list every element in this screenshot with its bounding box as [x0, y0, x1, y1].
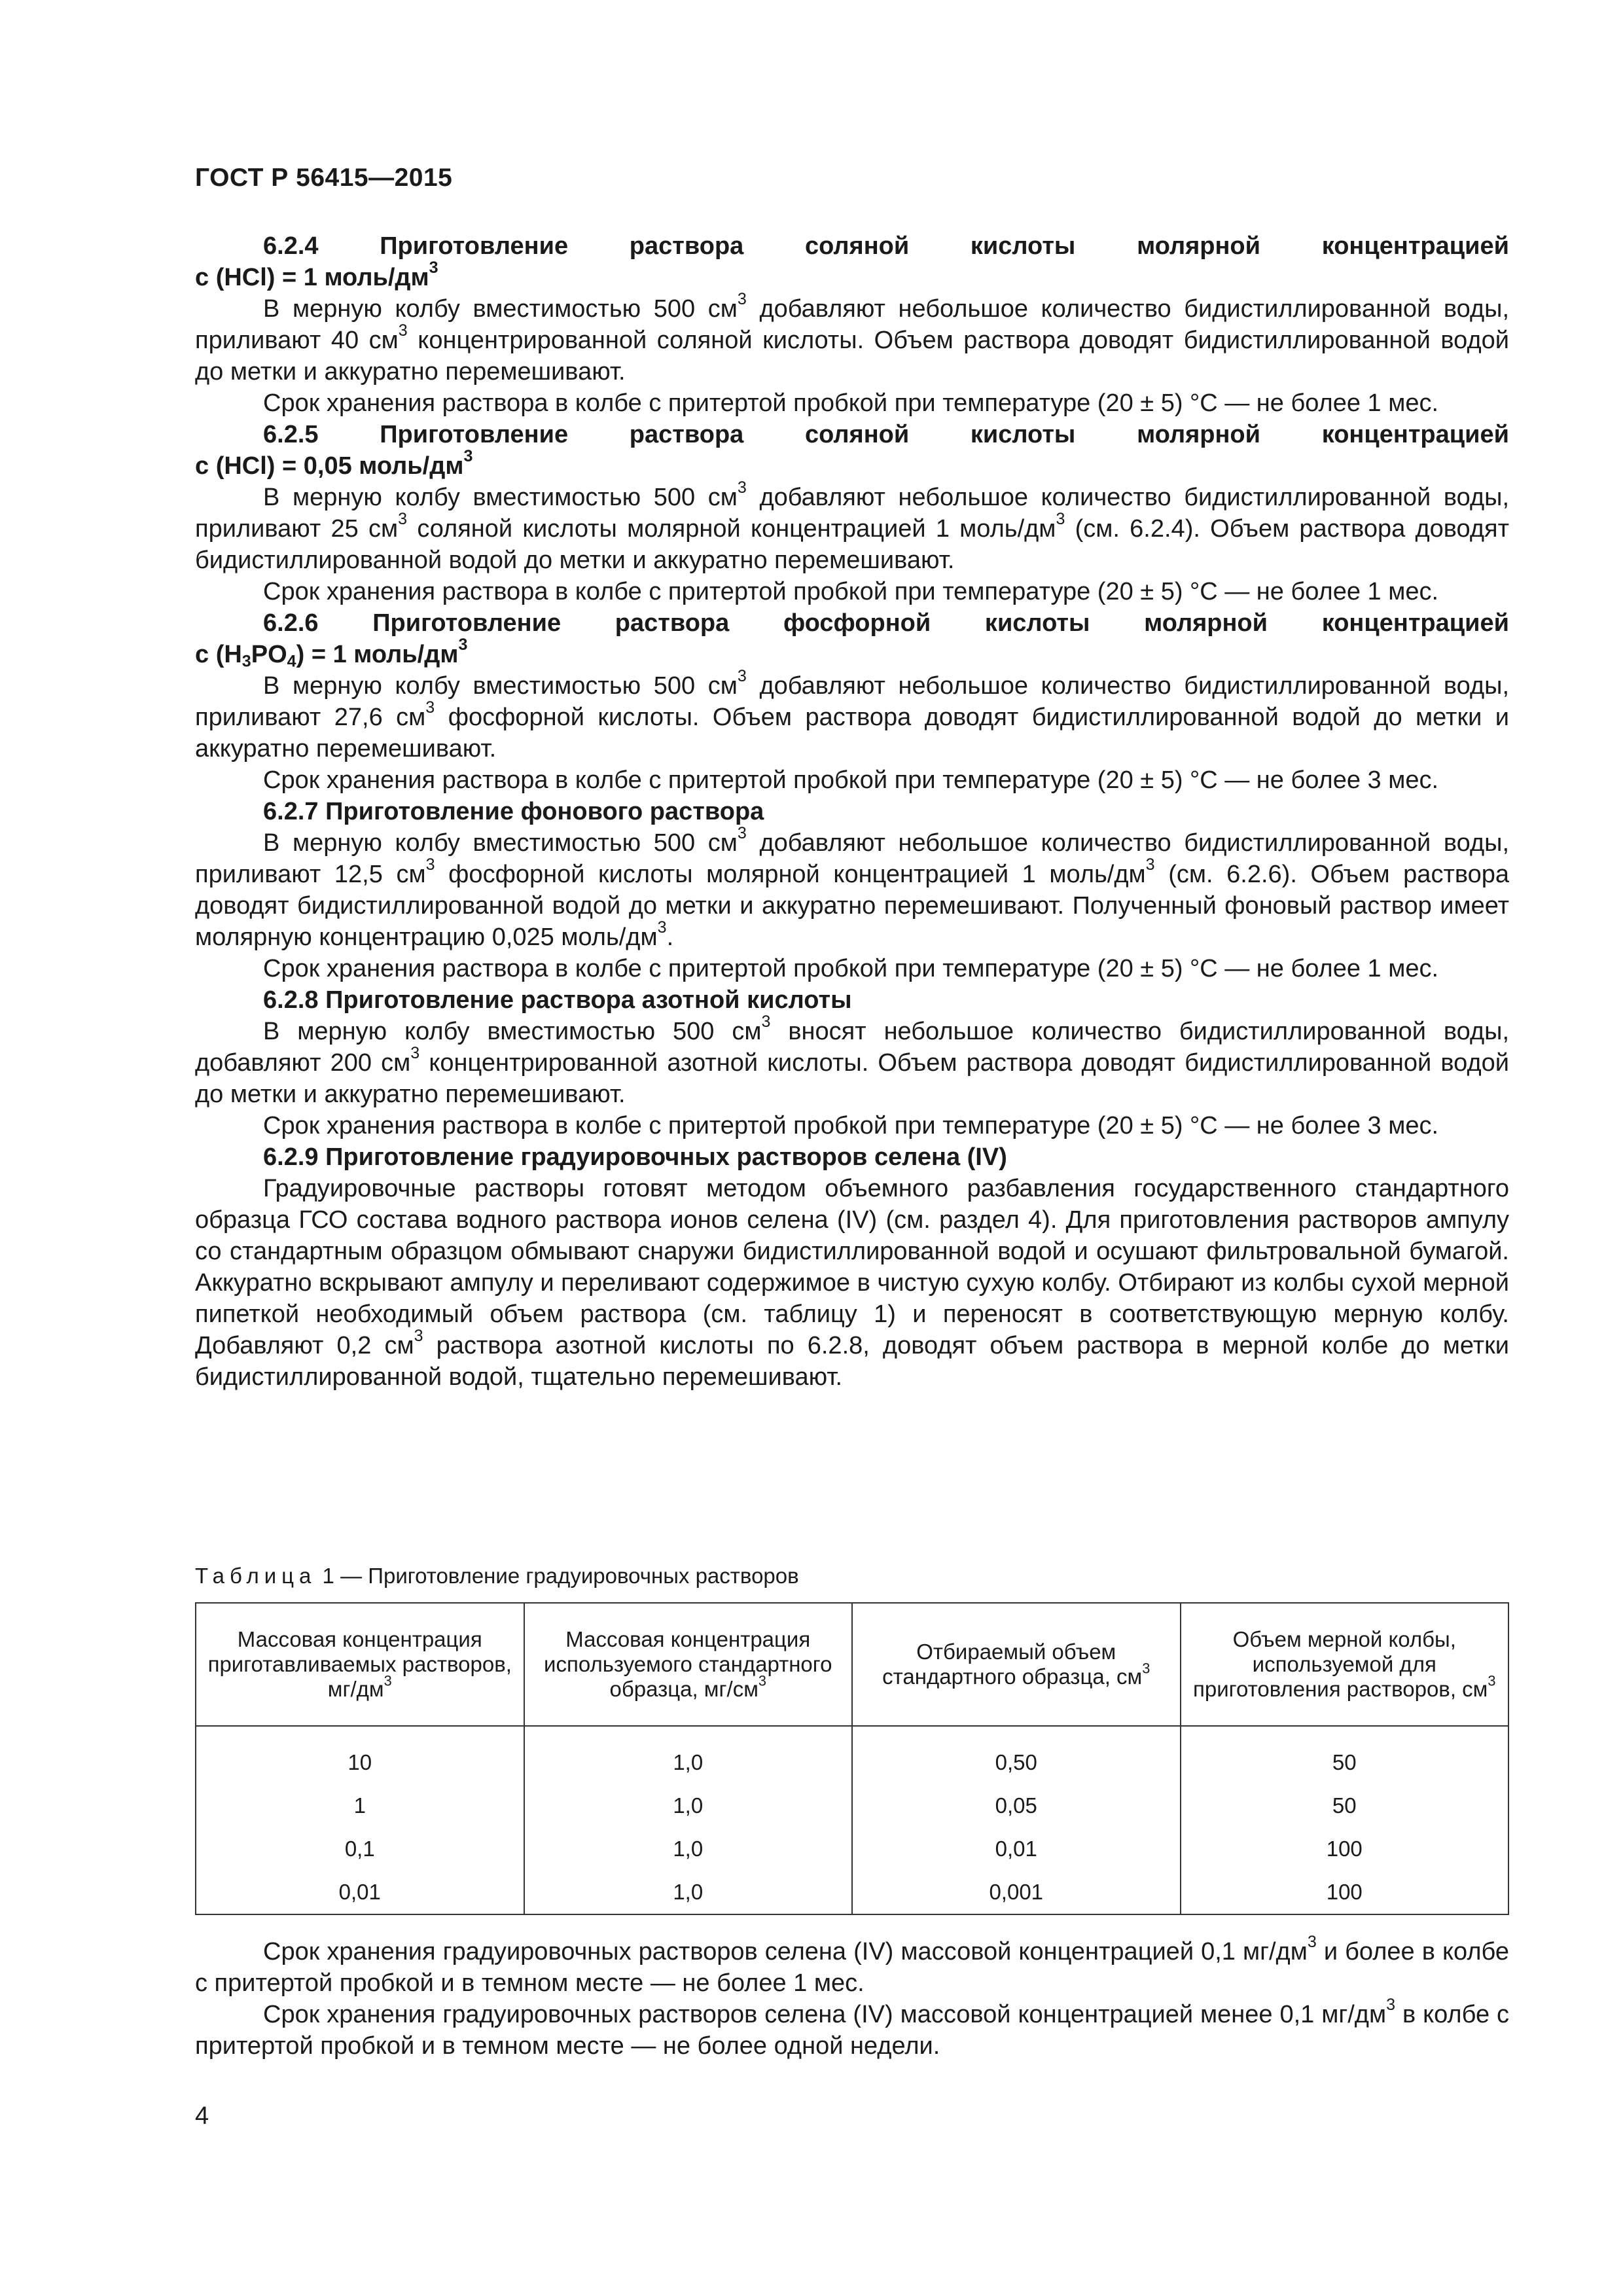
- table-spacer-row: [196, 1726, 1508, 1741]
- table-cell: 100: [1181, 1871, 1509, 1914]
- document-body: [195, 230, 1509, 1393]
- page-number: 4: [195, 2102, 209, 2130]
- table-row: [196, 1741, 1508, 1784]
- table-cell: 0,01: [852, 1827, 1181, 1871]
- table-cell: 0,01: [196, 1871, 524, 1914]
- section-6-2-8-paragraph: В мерную колбу вместимостью 500 $см^3$ вносят небольшое количество бидистиллированной воды, добавляют 200 $см^3$ концентрированной азотной кислоты. Объем раствора доводят бидистиллированной водой до метки и аккуратно перемешивают.: [195, 1013, 1509, 1108]
- section-6-2-5-paragraph: В мерную колбу вместимостью 500 $см^3$ добавляют небольшое количество бидистиллированной воды, приливают 25 $см^3$ соляной кислоты молярной концентрацией 1 моль/$дм^3$ (см. 6.2.4). Объем раствора доводят бидистиллированной водой до метки и аккуратно перемешивают.: [195, 478, 1510, 574]
- section-6-2-9-heading: 6.2.9 Приготовление градуировочных растворов селена (IV): [263, 1143, 1007, 1171]
- table-cell: 0,001: [852, 1871, 1181, 1914]
- table-row: [196, 1827, 1508, 1871]
- table-cell: 1,0: [524, 1784, 853, 1827]
- table-cell: 1,0: [524, 1871, 853, 1914]
- table-header-row: [196, 1603, 1508, 1726]
- table-row: [196, 1871, 1508, 1914]
- section-6-2-6-storage: Срок хранения раствора в колбе с притертой пробкой при температуре (20 ± 5) °С — не более 3 мес.: [263, 766, 1439, 794]
- section-6-2-6-heading: 6.2.6 Приготовление раствора фосфорной кислоты молярной концентрацией: [263, 609, 1509, 637]
- table-cell: 1: [196, 1784, 524, 1827]
- storage-note-low-concentration: Срок хранения градуировочных растворов селена (IV) массовой концентрацией менее 0,1 $мг/дм^3$ в колбе с притертой пробкой и в темном месте — не более одной недели.: [195, 1996, 1510, 2060]
- table-cell: 0,1: [196, 1827, 524, 1871]
- table-header-cell: Массовая концентрация используемого стандартного образца, $мг/см^3$: [524, 1603, 853, 1726]
- calibration-table: [195, 1602, 1509, 1915]
- table-cell: 10: [196, 1741, 524, 1784]
- table-row: [196, 1784, 1508, 1827]
- table-header-cell: Массовая концентрация приготавливаемых растворов, $мг/дм^3$: [196, 1603, 524, 1726]
- section-6-2-4-formula: c (HCl) = 1 моль/$дм^3$: [195, 259, 438, 291]
- section-6-2-7-heading: 6.2.7 Приготовление фонового раствора: [263, 798, 764, 825]
- table-cell: 50: [1181, 1784, 1509, 1827]
- table-header-cell: Объем мерной колбы, используемой для приготовления растворов, $см^3$: [1181, 1603, 1509, 1726]
- section-6-2-5-heading: 6.2.5 Приготовление раствора соляной кислоты молярной концентрацией: [263, 421, 1509, 448]
- table-cell: 0,50: [852, 1741, 1181, 1784]
- table-cell: 1,0: [524, 1827, 853, 1871]
- section-6-2-4-storage: Срок хранения раствора в колбе с притертой пробкой при температуре (20 ± 5) °С — не более 1 мес.: [263, 389, 1439, 417]
- storage-note-high-concentration: Срок хранения градуировочных растворов селена (IV) массовой концентрацией 0,1 $мг/дм^3$ и более в колбе с притертой пробкой и в темном месте — не более 1 мес.: [195, 1933, 1509, 1997]
- table-cell: 1,0: [524, 1741, 853, 1784]
- section-6-2-8-heading: 6.2.8 Приготовление раствора азотной кислоты: [263, 986, 852, 1014]
- document-header: ГОСТ Р 56415—2015: [195, 164, 453, 192]
- section-6-2-6-paragraph: В мерную колбу вместимостью 500 $см^3$ добавляют небольшое количество бидистиллированной воды, приливают 27,6 $см^3$ фосфорной кислоты. Объем раствора доводят бидистиллированной водой до метки и аккуратно перемешивают.: [195, 667, 1509, 762]
- section-6-2-6-formula: c $(H_3PO_4) = 1$ моль/$дм^3$: [195, 636, 468, 671]
- section-6-2-8-storage: Срок хранения раствора в колбе с притертой пробкой при температуре (20 ± 5) °С — не более 3 мес.: [263, 1112, 1439, 1139]
- section-6-2-7-storage: Срок хранения раствора в колбе с притертой пробкой при температуре (20 ± 5) °С — не более 1 мес.: [263, 955, 1439, 982]
- section-6-2-7-paragraph: В мерную колбу вместимостью 500 $см^3$ добавляют небольшое количество бидистиллированной воды, приливают 12,5 $см^3$ фосфорной кислоты молярной концентрацией 1 моль/$дм^3$ (см. 6.2.6). Объем раствора доводят бидистиллированной водой до метки и аккуратно перемешивают. Полученный фоновый раствор имеет молярную концентрацию 0,025 моль/$дм^3$.: [195, 824, 1510, 951]
- table-caption: Таблица 1 — Приготовление градуировочных растворов: [195, 1564, 799, 1588]
- table-cell: 50: [1181, 1741, 1509, 1784]
- table-cell: 100: [1181, 1827, 1509, 1871]
- section-6-2-5-formula: c (HCl) = 0,05 моль/$дм^3$: [195, 447, 473, 480]
- table-header-cell: Отбираемый объем стандартного образца, $см^3$: [852, 1603, 1181, 1726]
- table-cell: 0,05: [852, 1784, 1181, 1827]
- section-6-2-9-paragraph: Градуировочные растворы готовят методом объемного разбавления государственного стандартного образца ГСО состава водного раствора ионов селена (IV) (см. раздел 4). Для приготовления растворов ампулу со стандартным образцом обмывают снаружи бидистиллированной водой и осушают фильтровальной бумагой. Аккуратно вскрывают ампулу и переливают содержимое в чистую сухую колбу. Отбирают из колбы сухой мерной пипеткой необходимый объем раствора (см. таблицу 1) и переносят в соответствующую мерную колбу. Добавляют 0,2 $см^3$ раствора азотной кислоты по 6.2.8, доводят объем раствора в мерной колбе до метки бидистиллированной водой, тщательно перемешивают.: [195, 1175, 1509, 1391]
- storage-notes: [195, 1933, 1510, 2062]
- section-6-2-4-heading: 6.2.4 Приготовление раствора соляной кислоты молярной концентрацией: [263, 232, 1509, 260]
- section-6-2-4-paragraph: В мерную колбу вместимостью 500 $см^3$ добавляют небольшое количество бидистиллированной воды, приливают 40 $см^3$ концентрированной соляной кислоты. Объем раствора доводят бидистиллированной водой до метки и аккуратно перемешивают.: [195, 290, 1509, 386]
- section-6-2-5-storage: Срок хранения раствора в колбе с притертой пробкой при температуре (20 ± 5) °С — не более 1 мес.: [263, 578, 1439, 605]
